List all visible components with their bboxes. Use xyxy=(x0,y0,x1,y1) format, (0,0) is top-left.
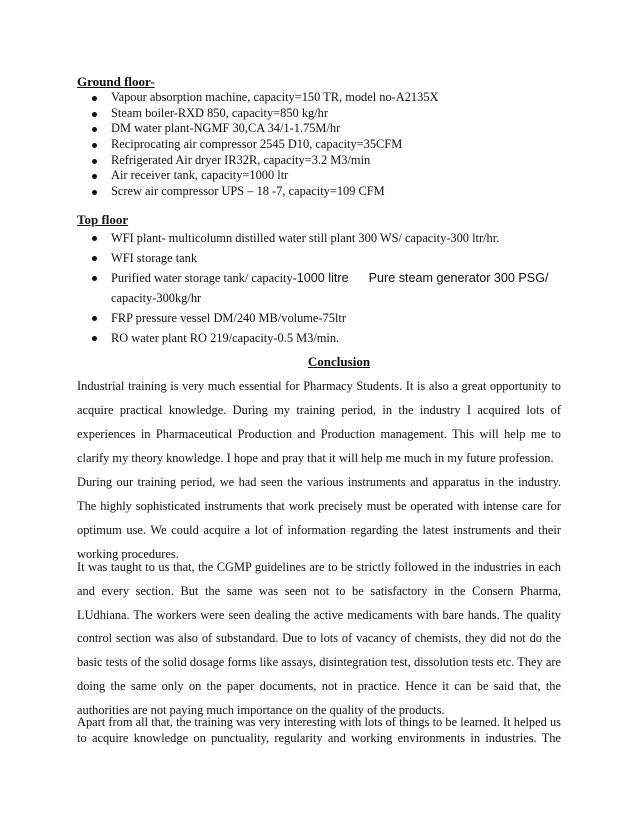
list-item: WFI plant- multicolumn distilled water still plant 300 WS/ capacity-300 ltr/hr. xyxy=(77,228,549,248)
top-floor-list xyxy=(77,228,549,348)
pure-steam-text: Pure steam generator 300 PSG/ xyxy=(368,271,549,285)
list-item: Refrigerated Air dryer IR32R, capacity=3.2 M3/min xyxy=(77,153,438,169)
ground-floor-heading: Ground floor- xyxy=(77,74,155,89)
conclusion-title: Conclusion xyxy=(307,354,371,369)
paragraph-line: authorities are not paying much importance on the quality of the products. xyxy=(77,702,445,717)
list-item-line: capacity-300kg/hr xyxy=(111,291,202,305)
paragraph-line: LUdhiana. The workers were seen dealing the active medicaments with bare hands. The quality xyxy=(77,607,561,622)
paragraph xyxy=(77,470,561,566)
list-item xyxy=(77,268,549,308)
list-item: Air receiver tank, capacity=1000 ltr xyxy=(77,168,438,184)
list-item: Screw air compressor UPS – 18 -7, capacity=109 CFM xyxy=(77,184,438,200)
top-floor-heading: Top floor xyxy=(77,212,129,227)
list-item: WFI storage tank xyxy=(77,248,549,268)
paragraph-line: to acquire knowledge on punctuality, regularity and working environments in industries. The xyxy=(77,731,561,745)
paragraph-line: experiences in Pharmaceutical Production and Production management. This will help me to xyxy=(77,427,561,441)
list-item: RO water plant RO 219/capacity-0.5 M3/min. xyxy=(77,328,549,348)
list-item-text: Purified water storage tank/ capacity- xyxy=(111,271,297,285)
list-item: Steam boiler-RXD 850, capacity=850 kg/hr xyxy=(77,106,438,122)
capacity-text: 1000 litre xyxy=(296,271,349,285)
paragraph-line: During our training period, we had seen the various instruments and apparatus in the industry. xyxy=(77,475,561,489)
paragraph-line: The highly sophisticated instruments that work precisely must be operated with intense care for xyxy=(77,499,561,513)
list-item: FRP pressure vessel DM/240 MB/volume-75ltr xyxy=(77,308,549,328)
paragraph-line: clarify my theory knowledge. I hope and pray that it will help me much in my future profession. xyxy=(77,451,554,465)
list-item-line xyxy=(111,268,549,288)
paragraph-line: acquire practical knowledge. During my training period, in the industry I acquired lots of xyxy=(77,403,561,417)
paragraph xyxy=(77,556,561,723)
paragraph-line: Industrial training is very much essential for Pharmacy Students. It is also a great opportunity to xyxy=(77,379,561,393)
paragraph-line: It was taught to us that, the CGMP guidelines are to be strictly followed in the industries in each xyxy=(77,560,561,574)
paragraph-line: and every section. But the same was seen not to be satisfactory in the Consern Pharma, xyxy=(77,583,561,598)
paragraph-line: Apart from all that, the training was very interesting with lots of things to be learned. It helped us xyxy=(77,715,561,729)
paragraph-line: working procedures. xyxy=(77,547,179,561)
ground-floor-list xyxy=(77,90,438,200)
paragraph-line: doing the same only on the paper documents, not in practice. Hence it can be said that, the xyxy=(77,678,561,693)
paragraph-line: basic tests of the solid dosage forms like assays, disintegration test, dissolution tests etc. They are xyxy=(77,655,561,670)
paragraph-line: control section was also of substandard. Due to lots of vacancy of chemists, they did not do the xyxy=(77,631,561,646)
list-item: Vapour absorption machine, capacity=150 TR, model no-A2135X xyxy=(77,90,438,106)
list-item: DM water plant-NGMF 30,CA 34/1-1.75M/hr xyxy=(77,121,438,137)
paragraph xyxy=(77,714,561,746)
paragraph xyxy=(77,374,561,470)
list-item: Reciprocating air compressor 2545 D10, capacity=35CFM xyxy=(77,137,438,153)
paragraph-line: optimum use. We could acquire a lot of information regarding the latest instruments and their xyxy=(77,523,561,537)
